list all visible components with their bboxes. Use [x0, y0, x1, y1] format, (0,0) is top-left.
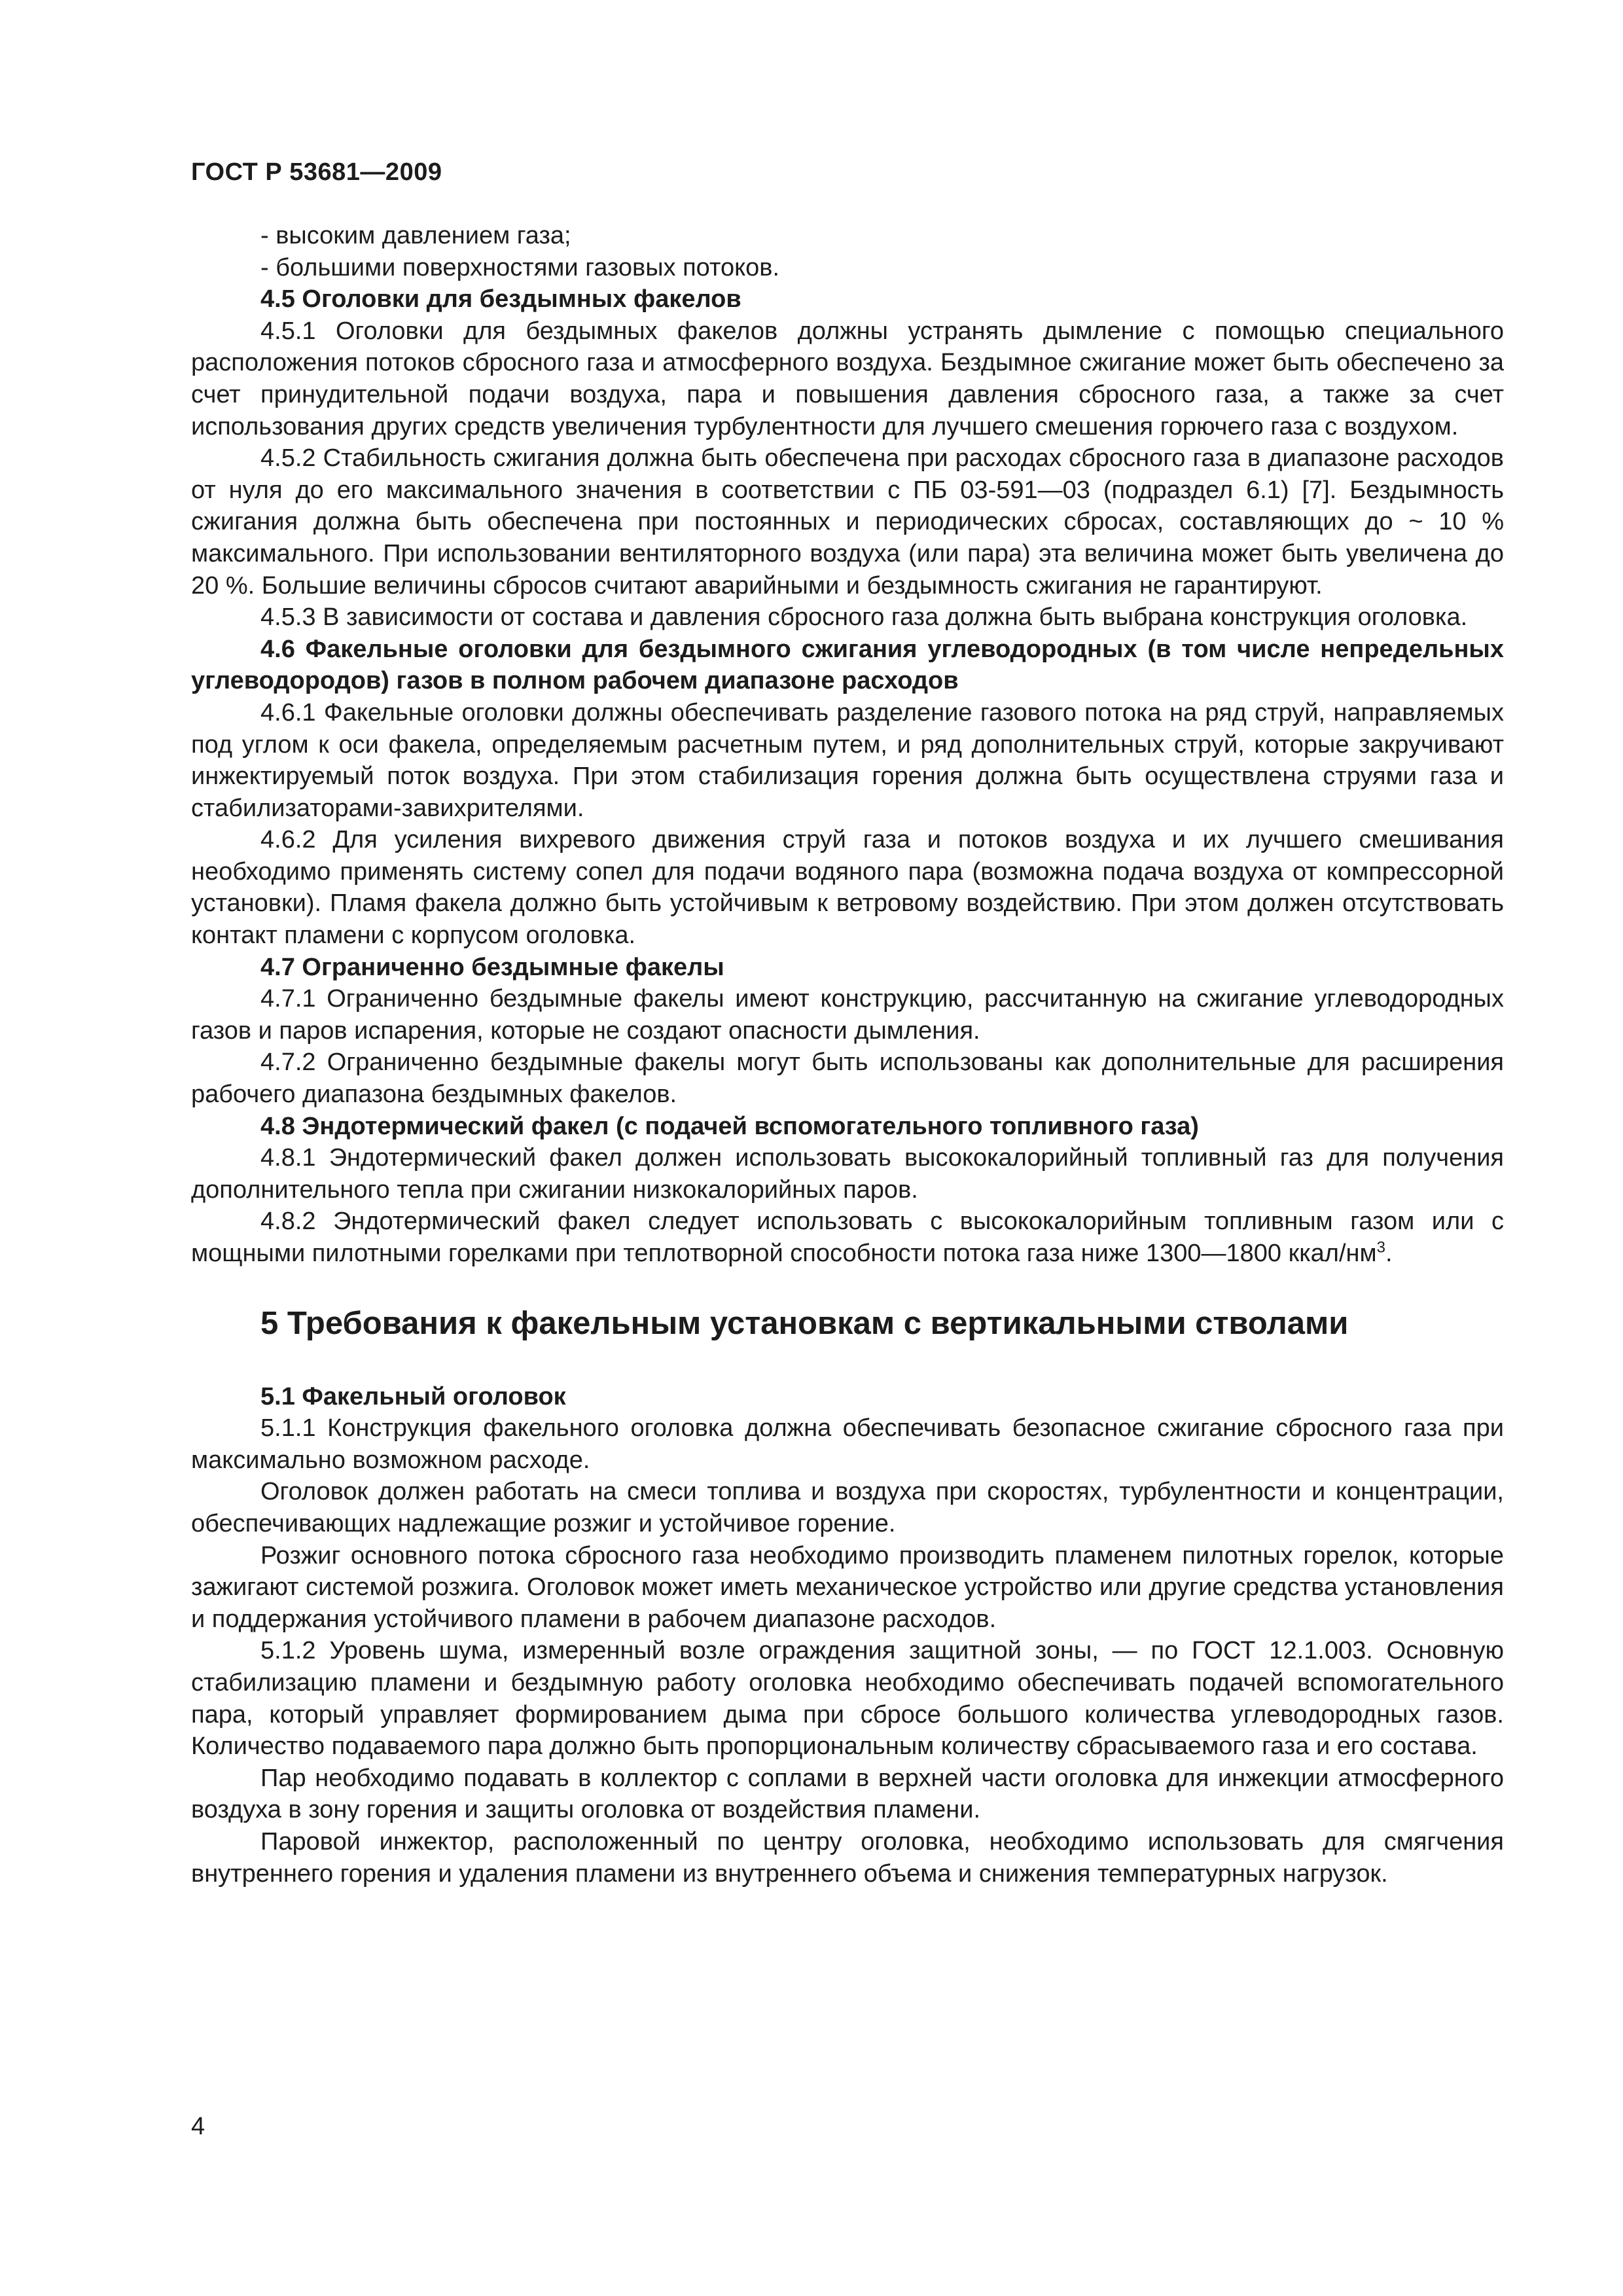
document-code-header: ГОСТ Р 53681—2009 — [191, 158, 442, 186]
paragraph-4-5-1: 4.5.1 Оголовки для бездымных факелов должны устранять дымление с помощью специального расположения потоков сбросного газа и атмосферного воздуха. Бездымное сжигание может быть обеспечено за счет принудительной подачи воздуха, пара и повышения давления сбросного газа, а также за счет использования других средств увеличения турбулентности для лучшего смешения горючего газа с воздухом. — [191, 317, 1504, 440]
section-5-title: 5 Требования к факельным установкам с вертикальными стволами — [260, 1305, 1349, 1341]
paragraph-5-1-1: 5.1.1 Конструкция факельного оголовка должна обеспечивать безопасное сжигание сбросного газа при максимально возможном расходе. — [191, 1414, 1504, 1474]
paragraph-5-1-2: 5.1.2 Уровень шума, измеренный возле ограждения защитной зоны, — по ГОСТ 12.1.003. Основную стабилизацию пламени и бездымную работу оголовка необходимо обеспечивать подачей вспомогательного пара, который управляет формированием дыма при сбросе большого количества углеводородных газов. Количество подаваемого пара должно быть пропорциональным количеству сбрасываемого газа и его состава. — [191, 1637, 1504, 1761]
paragraph-5-1-2-b: Пар необходимо подавать в коллектор с соплами в верхней части оголовка для инжекции атмосферного воздуха в зону горения и защиты оголовка от воздействия пламени. — [191, 1764, 1504, 1824]
subsection-heading-4-6: 4.6 Факельные оголовки для бездымного сжигания углеводородных (в том числе непредельных углеводородов) газов в полном рабочем диапазоне расходов — [191, 635, 1504, 695]
paragraph-4-5-3: 4.5.3 В зависимости от состава и давления сбросного газа должна быть выбрана конструкция оголовка. — [260, 603, 1468, 632]
paragraph-4-7-2: 4.7.2 Ограниченно бездымные факелы могут быть использованы как дополнительные для расширения рабочего диапазона бездымных факелов. — [191, 1049, 1504, 1109]
subsection-heading-4-8: 4.8 Эндотермический факел (с подачей вспомогательного топливного газа) — [260, 1112, 1199, 1140]
paragraph-4-8-1: 4.8.1 Эндотермический факел должен использовать высококалорийный топливный газ для получения дополнительного тепла при сжигании низкокалорийных паров. — [191, 1144, 1504, 1204]
page-number: 4 — [191, 2113, 205, 2140]
subsection-heading-4-7: 4.7 Ограниченно бездымные факелы — [260, 953, 724, 981]
document-body — [191, 220, 1504, 1890]
paragraph-4-6-2: 4.6.2 Для усиления вихревого движения струй газа и потоков воздуха и их лучшего смешивания необходимо применять систему сопел для подачи водяного пара (возможна подача воздуха от компрессорной установки). Пламя факела должно быть устойчивым к ветровому воздействию. При этом должен отсутствовать контакт пламени с корпусом оголовка. — [191, 826, 1504, 950]
paragraph-4-8-2 — [191, 1206, 1504, 1269]
subsection-heading-5-1: 5.1 Факельный оголовок — [260, 1382, 566, 1410]
list-item: - большими поверхностями газовых потоков. — [260, 253, 780, 281]
paragraph-5-1-2-c: Паровой инжектор, расположенный по центру оголовка, необходимо использовать для смягчения внутреннего горения и удаления пламени из внутреннего объема и снижения температурных нагрузок. — [191, 1827, 1504, 1888]
paragraph-4-7-1: 4.7.1 Ограниченно бездымные факелы имеют конструкцию, рассчитанную на сжигание углеводородных газов и паров испарения, которые не создают опасности дымления. — [191, 985, 1504, 1045]
list-item: - высоким давлением газа; — [260, 222, 571, 249]
superscript-cubic: 3 — [1376, 1238, 1386, 1257]
paragraph-5-1-1-c: Розжиг основного потока сбросного газа необходимо производить пламенем пилотных горелок, которые зажигают системой розжига. Оголовок может иметь механическое устройство или другие средства установления и поддержания устойчивого пламени в рабочем диапазоне расходов. — [191, 1541, 1504, 1633]
subsection-heading-4-5: 4.5 Оголовки для бездымных факелов — [260, 285, 741, 314]
paragraph-4-6-1: 4.6.1 Факельные оголовки должны обеспечивать разделение газового потока на ряд струй, направляемых под углом к оси факела, определяемым расчетным путем, и ряд дополнительных струй, которые закручивают инжектируемый поток воздуха. При этом стабилизация горения должна быть осуществлена струями газа и стабилизаторами-завихрителями. — [191, 698, 1504, 822]
paragraph-4-8-2-text: 4.8.2 Эндотермический факел следует использовать с высококалорийным топливным газом или с мощными пилотными горелками при теплотворной способности потока газа ниже 1300—1800 ккал/нм — [191, 1208, 1504, 1267]
paragraph-5-1-1-b: Оголовок должен работать на смеси топлива и воздуха при скоростях, турбулентности и концентрации, обеспечивающих надлежащие розжиг и устойчивое горение. — [191, 1478, 1504, 1537]
paragraph-4-8-2-end: . — [1385, 1240, 1393, 1267]
paragraph-4-5-2: 4.5.2 Стабильность сжигания должна быть обеспечена при расходах сбросного газа в диапазоне расходов от нуля до его максимального значения в соответствии с ПБ 03-591—03 (подраздел 6.1) [7]. Бездымность сжигания должна быть обеспечена при постоянных и периодических сбросах, составляющих до ~ 10 % максимального. При использовании вентиляторного воздуха (или пара) эта величина может быть увеличена до 20 %. Большие величины сбросов считают аварийными и бездымность сжигания не гарантируют. — [191, 444, 1504, 600]
